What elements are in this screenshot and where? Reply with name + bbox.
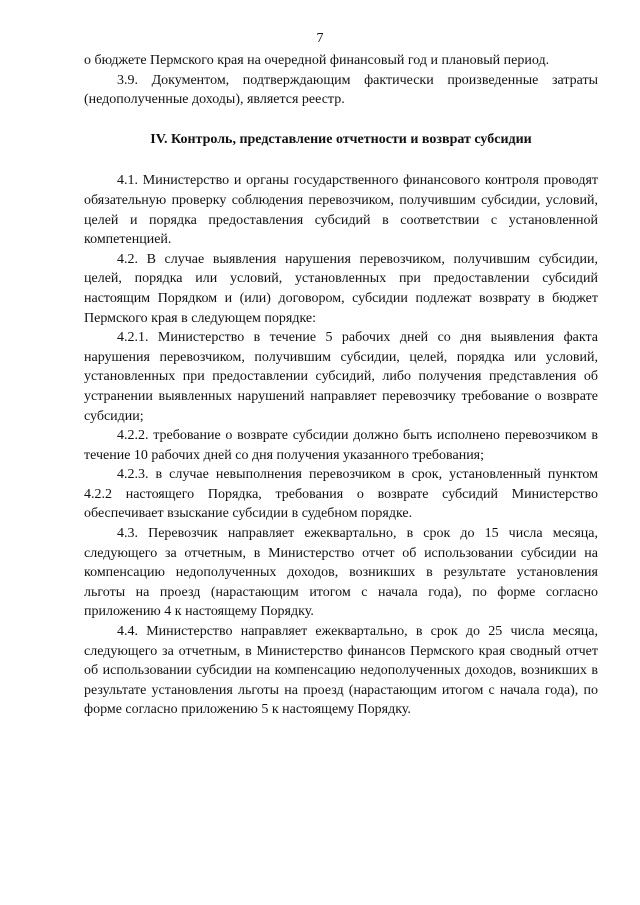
paragraph-4-2-1: 4.2.1. Министерство в течение 5 рабочих дней со дня выявления факта нарушения перевозчиком, получившим субсидии, целей, порядка или условий, установленных при предоставлении субсидий, либо получения представления об устранении выявленных нарушений направляет перевозчику требование о возврате субсидии; bbox=[84, 330, 598, 424]
section-heading: IV. Контроль, представление отчетности и возврат субсидии bbox=[150, 131, 532, 147]
paragraph-continuation: о бюджете Пермского края на очередной финансовый год и плановый период. bbox=[84, 53, 550, 68]
paragraph-4-3: 4.3. Перевозчик направляет ежеквартально, в срок до 15 числа месяца, следующего за отчетным, в Министерство отчет об использовании субсидии на компенсацию недополученных доходов, возникших в результате установления льготы на проезд (нарастающим итогом с начала года), по форме согласно приложению 4 к настоящему Порядку. bbox=[84, 526, 598, 620]
paragraph-3-9: 3.9. Документом, подтверждающим фактически произведенные затраты (недополученные доходы), является реестр. bbox=[84, 72, 598, 108]
page-number: 7 bbox=[316, 31, 324, 46]
paragraph-4-2-3: 4.2.3. в случае невыполнения перевозчиком в срок, установленный пунктом 4.2.2 настоящего Порядка, требования о возврате субсидий Министерство обеспечивает взыскание субсидии в судебном порядке. bbox=[84, 467, 598, 522]
paragraph-4-2: 4.2. В случае выявления нарушения перевозчиком, получившим субсидии, целей, порядка или условий, установленных при предоставлении субсидий настоящим Порядком и (или) договором, субсидии подлежат возврату в бюджет Пермского края в следующем порядке: bbox=[84, 251, 598, 326]
paragraph-4-2-2: 4.2.2. требование о возврате субсидии должно быть исполнено перевозчиком в течение 10 рабочих дней со дня получения указанного требования; bbox=[84, 428, 598, 463]
paragraph-4-1: 4.1. Министерство и органы государственного финансового контроля проводят обязательную проверку соблюдения перевозчиком, получившим субсидии, условий, целей и порядка предоставления субсидий в соответствии с установленной компетенцией. bbox=[84, 173, 598, 248]
paragraph-4-4: 4.4. Министерство направляет ежеквартально, в срок до 25 числа месяца, следующего за отчетным, в Министерство финансов Пермского края сводный отчет об использовании субсидии на компенсацию недополученных доходов, возникших в результате установления льготы на проезд (нарастающим итогом с начала года), по форме согласно приложению 5 к настоящему Порядку. bbox=[84, 624, 598, 718]
document-body bbox=[84, 51, 598, 720]
